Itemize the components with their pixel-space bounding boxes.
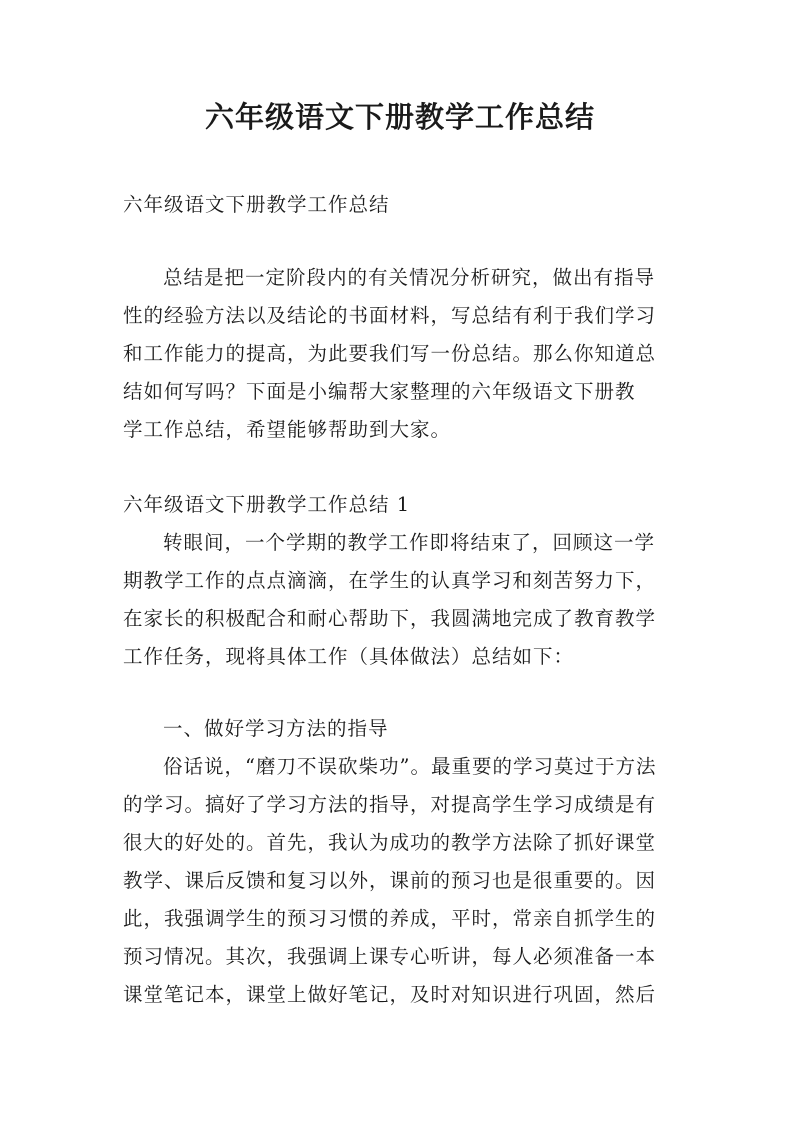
method-line: 教学、课后反馈和复习以外，课前的预习也是很重要的。因: [123, 869, 657, 892]
intro-line: 学工作总结，希望能够帮助到大家。: [123, 418, 452, 441]
method-line: 课堂笔记本，课堂上做好笔记，及时对知识进行巩固，然后: [123, 983, 657, 1006]
document-subtitle: 六年级语文下册教学工作总结: [123, 193, 390, 216]
section-heading: 六年级语文下册教学工作总结 1: [123, 493, 411, 516]
method-line: 的学习。搞好了学习方法的指导，对提高学生学习成绩是有: [123, 793, 657, 816]
document-title: 六年级语文下册教学工作总结: [204, 100, 595, 134]
method-line: 此，我强调学生的预习习惯的养成，平时，常亲自抓学生的: [123, 907, 657, 930]
intro-line: 和工作能力的提高，为此要我们写一份总结。那么你知道总: [123, 342, 657, 365]
section-line: 期教学工作的点点滴滴，在学生的认真学习和刻苦努力下，: [123, 569, 657, 592]
intro-line: 总结是把一定阶段内的有关情况分析研究，做出有指导: [163, 266, 656, 289]
section-line: 在家长的积极配合和耐心帮助下，我圆满地完成了教育教学: [123, 607, 657, 630]
method-line: 俗话说，“磨刀不误砍柴功”。最重要的学习莫过于方法: [163, 755, 657, 778]
subheading: 一、做好学习方法的指导: [163, 717, 389, 740]
section-line: 工作任务，现将具体工作（具体做法）总结如下：: [123, 645, 575, 668]
intro-line: 结如何写吗？下面是小编帮大家整理的六年级语文下册教: [123, 380, 636, 403]
section-line: 转眼间，一个学期的教学工作即将结束了，回顾这一学: [163, 531, 656, 554]
method-line: 预习情况。其次，我强调上课专心听讲，每人必须准备一本: [123, 945, 657, 968]
method-line: 很大的好处的。首先，我认为成功的教学方法除了抓好课堂: [123, 831, 657, 854]
intro-line: 性的经验方法以及结论的书面材料，写总结有利于我们学习: [123, 304, 657, 327]
